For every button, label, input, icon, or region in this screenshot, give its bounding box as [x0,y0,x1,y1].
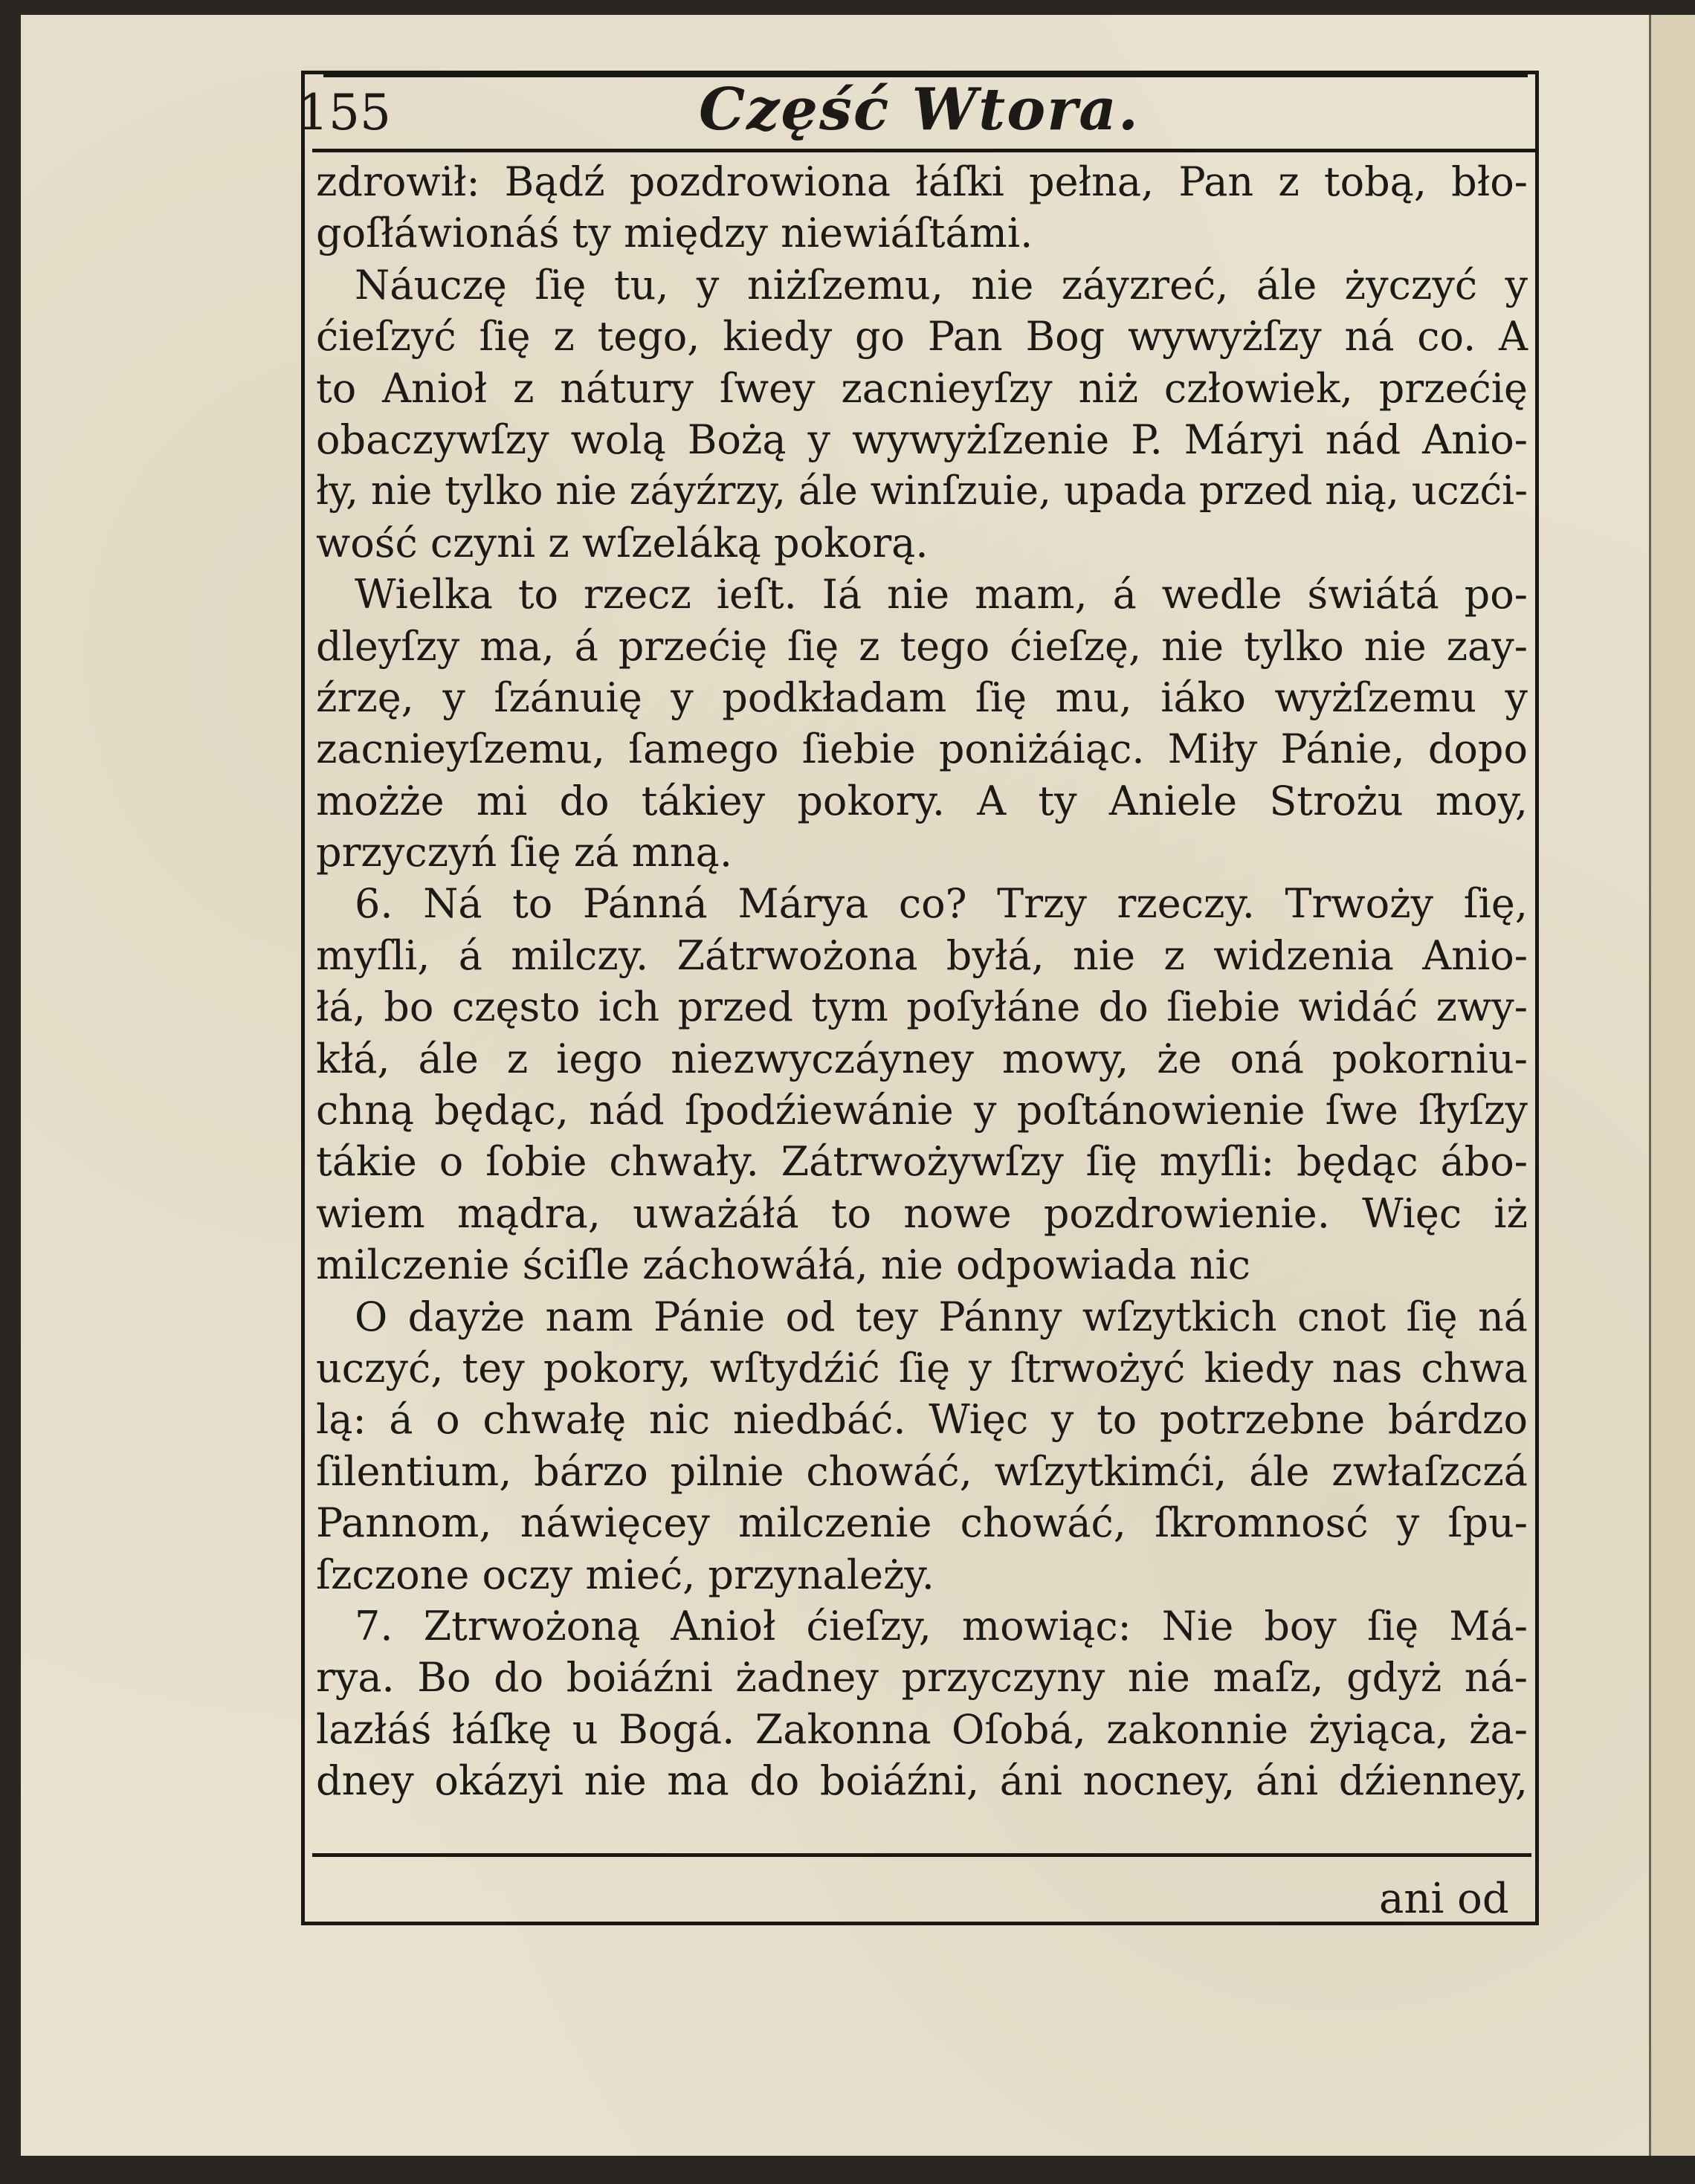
text-line: O dayże nam Pánie od tey Pánny wſzytkich cnot ſię ná [355,1293,1528,1340]
text-line: dney okázyi nie ma do boiáźni, áni nocney, áni dźienney, [316,1757,1528,1805]
text-line: Náuczę ſię tu, y niżſzemu, nie záyzreć, ále życzyć y [355,261,1528,308]
text-line: tákie o ſobie chwały. Zátrwożywſzy ſię myſli: będąc ábo- [316,1138,1528,1186]
text-line: wiem mądra, uważáłá to nowe pozdrowienie. Więc iż [316,1189,1528,1237]
text-line: zacnieyſzemu, ſamego ſiebie poniżáiąc. Miły Pánie, dopo [316,726,1528,773]
bottom-rule [312,1853,1531,1857]
text-line: goſłáwionáś ty między niewiáſtámi. [316,210,1033,257]
body-text [316,156,1528,1807]
text-line: możże mi do tákiey pokory. A ty Aniele Strożu moy, [316,777,1528,824]
text-line: uczyć, tey pokory, wſtydźić ſię y ſtrwożyć kiedy nas chwa [316,1344,1528,1392]
text-line: łá, bo często ich przed tym poſyłáne do ſiebie widáć zwy- [316,983,1528,1031]
text-line: kłá, ále z iego niezwyczáyney mowy, że oná pokorniu- [316,1035,1528,1082]
text-line: Wielka to rzecz ieſt. Iá nie mam, á wedle świátá po- [355,571,1528,618]
text-line: ſzczone oczy mieć, przynależy. [316,1551,934,1598]
facing-page-edge [1649,15,1695,2156]
text-line: ćieſzyć ſię z tego, kiedy go Pan Bog wywyżſzy ná co. A [316,313,1528,361]
text-line: chną będąc, nád ſpodźiewánie y poſtánowienie ſwe ſłyſzy [316,1087,1528,1134]
text-line: ſilentium, bárzo pilnie chowáć, wſzytkimći, ále zwłaſzczá [316,1447,1528,1495]
text-line: przyczyń ſię zá mną. [316,829,733,876]
page-number: 155 [297,84,391,141]
text-line: wość czyni z wſzeláką pokorą. [316,519,929,566]
text-line: milczenie ściſle záchowáłá, nie odpowiada nic [316,1241,1251,1289]
text-line: rya. Bo do boiáźni żadney przyczyny nie maſz, gdyż ná- [316,1654,1528,1702]
text-line: zdrowił: Bądź pozdrowiona łáſki pełna, Pan z tobą, bło- [316,158,1528,205]
text-line: dleyſzy ma, á przećię ſię z tego ćieſzę, nie tylko nie zay- [316,622,1528,670]
text-line: myſli, á milczy. Zátrwożona byłá, nie z widzenia Anio- [316,931,1528,979]
catchword: ani od [1379,1875,1509,1923]
text-line: 7. Ztrwożoną Anioł ćieſzy, mowiąc: Nie boy ſię Má- [355,1602,1528,1650]
text-line: źrzę, y ſzánuię y podkładam ſię mu, iáko wyżſzemu y [316,673,1528,721]
text-line: obaczywſzy wolą Bożą y wywyżſzenie P. Máryi nád Anio- [316,416,1528,463]
text-line: Pannom, náwięcey milczenie chowáć, ſkromnosć y ſpu- [316,1499,1528,1547]
text-line: lą: á o chwałę nic niedbáć. Więc y to potrzebne bárdzo [316,1396,1528,1444]
text-line: ły, nie tylko nie záyźrzy, ále winſzuie, upada przed nią, uczći- [316,468,1528,514]
running-head: Część Wtora. [699,76,1140,143]
text-line: to Anioł z nátury ſwey zacnieyſzy niż człowiek, przećię [316,364,1528,412]
text-line: 6. Ná to Pánná Márya co? Trzy rzeczy. Trwoży ſię, [355,880,1528,928]
text-line: lazłáś łáſkę u Bogá. Zakonna Oſobá, zakonnie żyiąca, ża- [316,1705,1528,1753]
header-rule [312,149,1535,152]
